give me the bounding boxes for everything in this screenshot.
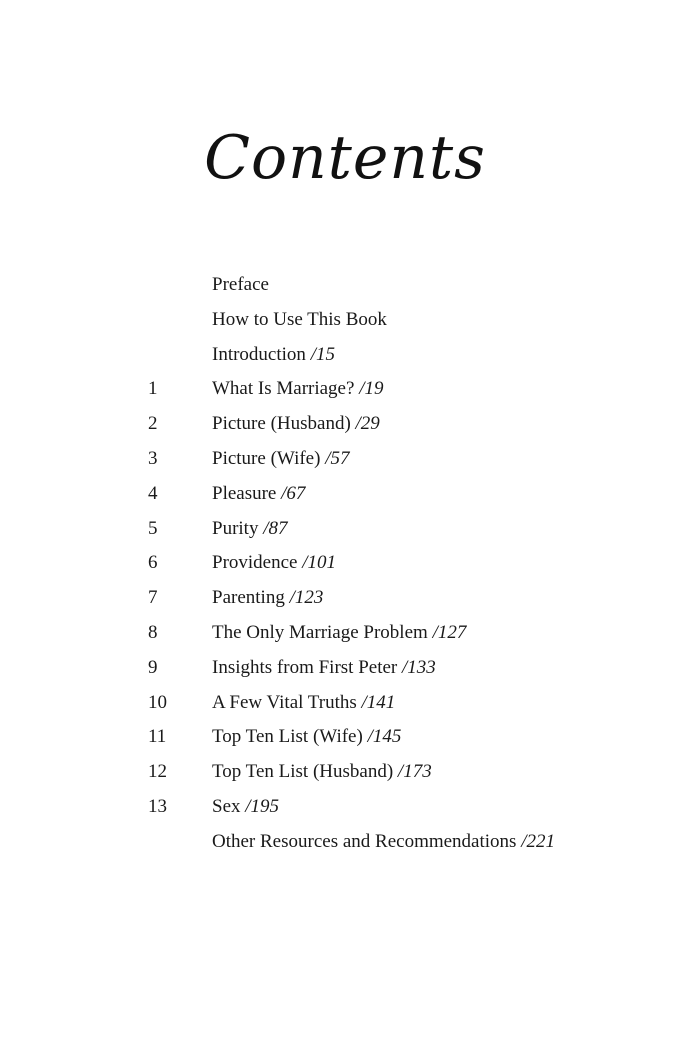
- toc-row[interactable]: [0, 755, 690, 790]
- chapter-title: Parenting: [212, 587, 285, 609]
- chapter-title: A Few Vital Truths: [212, 691, 357, 713]
- chapter-title: Picture (Wife): [212, 447, 321, 469]
- toc-row[interactable]: [0, 651, 690, 686]
- page-number: /141: [361, 691, 396, 713]
- chapter-number: 7: [148, 587, 158, 609]
- page-number: /195: [245, 795, 280, 817]
- chapter-title: Providence: [212, 552, 298, 574]
- chapter-number: 9: [148, 656, 158, 678]
- page-title: Contents: [204, 123, 486, 193]
- toc-row[interactable]: [0, 338, 690, 373]
- chapter-number: 2: [148, 413, 158, 435]
- toc-entry: [212, 616, 466, 651]
- chapter-title: Insights from First Peter: [212, 656, 398, 678]
- toc-entry: [212, 790, 279, 825]
- toc-row[interactable]: [0, 407, 690, 442]
- chapter-number: 8: [148, 621, 158, 643]
- chapter-title: The Only Marriage Problem: [212, 621, 428, 643]
- page-number: /127: [432, 621, 467, 643]
- toc-row[interactable]: [0, 442, 690, 477]
- chapter-number: 4: [148, 482, 158, 504]
- toc-entry: [212, 546, 336, 581]
- toc-row[interactable]: [0, 720, 690, 755]
- toc-row[interactable]: [0, 581, 690, 616]
- toc-row[interactable]: [0, 268, 690, 303]
- toc-entry: [212, 581, 323, 616]
- toc-entry: [212, 303, 387, 338]
- chapter-title: Top Ten List (Husband): [212, 761, 394, 783]
- chapter-title: Purity: [212, 517, 259, 539]
- chapter-title: Introduction: [212, 343, 306, 365]
- page-number: /123: [289, 587, 324, 609]
- page-number: /15: [310, 343, 335, 365]
- toc-entry: [212, 407, 380, 442]
- chapter-title: Top Ten List (Wife): [212, 726, 363, 748]
- toc-row[interactable]: [0, 790, 690, 825]
- chapter-number: 10: [148, 691, 167, 713]
- chapter-number: 1: [148, 378, 158, 400]
- chapter-number: 5: [148, 517, 158, 539]
- toc-row[interactable]: [0, 477, 690, 512]
- toc-entry: [212, 442, 349, 477]
- page-number: /87: [263, 517, 288, 539]
- toc-entry: [212, 755, 432, 790]
- page-number: /173: [397, 761, 432, 783]
- chapter-number: 13: [148, 795, 167, 817]
- toc-row[interactable]: [0, 372, 690, 407]
- toc-entry: [212, 372, 383, 407]
- toc-entry: [212, 512, 287, 547]
- toc-entry: [212, 720, 401, 755]
- toc-row[interactable]: [0, 616, 690, 651]
- toc-row[interactable]: [0, 512, 690, 547]
- toc-row[interactable]: [0, 686, 690, 721]
- page-number: /57: [325, 447, 350, 469]
- toc-row[interactable]: [0, 825, 690, 860]
- toc-entry: [212, 825, 555, 860]
- toc-entry: [212, 651, 436, 686]
- chapter-title: How to Use This Book: [212, 308, 387, 330]
- toc-entry: [212, 338, 335, 373]
- chapter-title: Pleasure: [212, 482, 277, 504]
- chapter-title: Sex: [212, 795, 241, 817]
- toc-entry: [212, 268, 269, 303]
- page-number: /19: [359, 378, 384, 400]
- page-number: /221: [521, 830, 555, 852]
- page-number: /133: [402, 656, 436, 678]
- chapter-title: What Is Marriage?: [212, 378, 355, 400]
- page-number: /29: [355, 413, 380, 435]
- chapter-number: 11: [148, 726, 167, 748]
- chapter-title: Picture (Husband): [212, 413, 351, 435]
- table-of-contents: [0, 268, 690, 860]
- chapter-number: 6: [148, 552, 158, 574]
- chapter-number: 3: [148, 447, 158, 469]
- chapter-title: Other Resources and Recommendations: [212, 830, 517, 852]
- toc-row[interactable]: [0, 546, 690, 581]
- page-number: /67: [281, 482, 306, 504]
- chapter-number: 12: [148, 761, 167, 783]
- page-number: /101: [302, 552, 337, 574]
- toc-entry: [212, 686, 395, 721]
- toc-entry: [212, 477, 305, 512]
- page-number: /145: [367, 726, 402, 748]
- chapter-title: Preface: [212, 274, 269, 295]
- toc-row[interactable]: [0, 303, 690, 338]
